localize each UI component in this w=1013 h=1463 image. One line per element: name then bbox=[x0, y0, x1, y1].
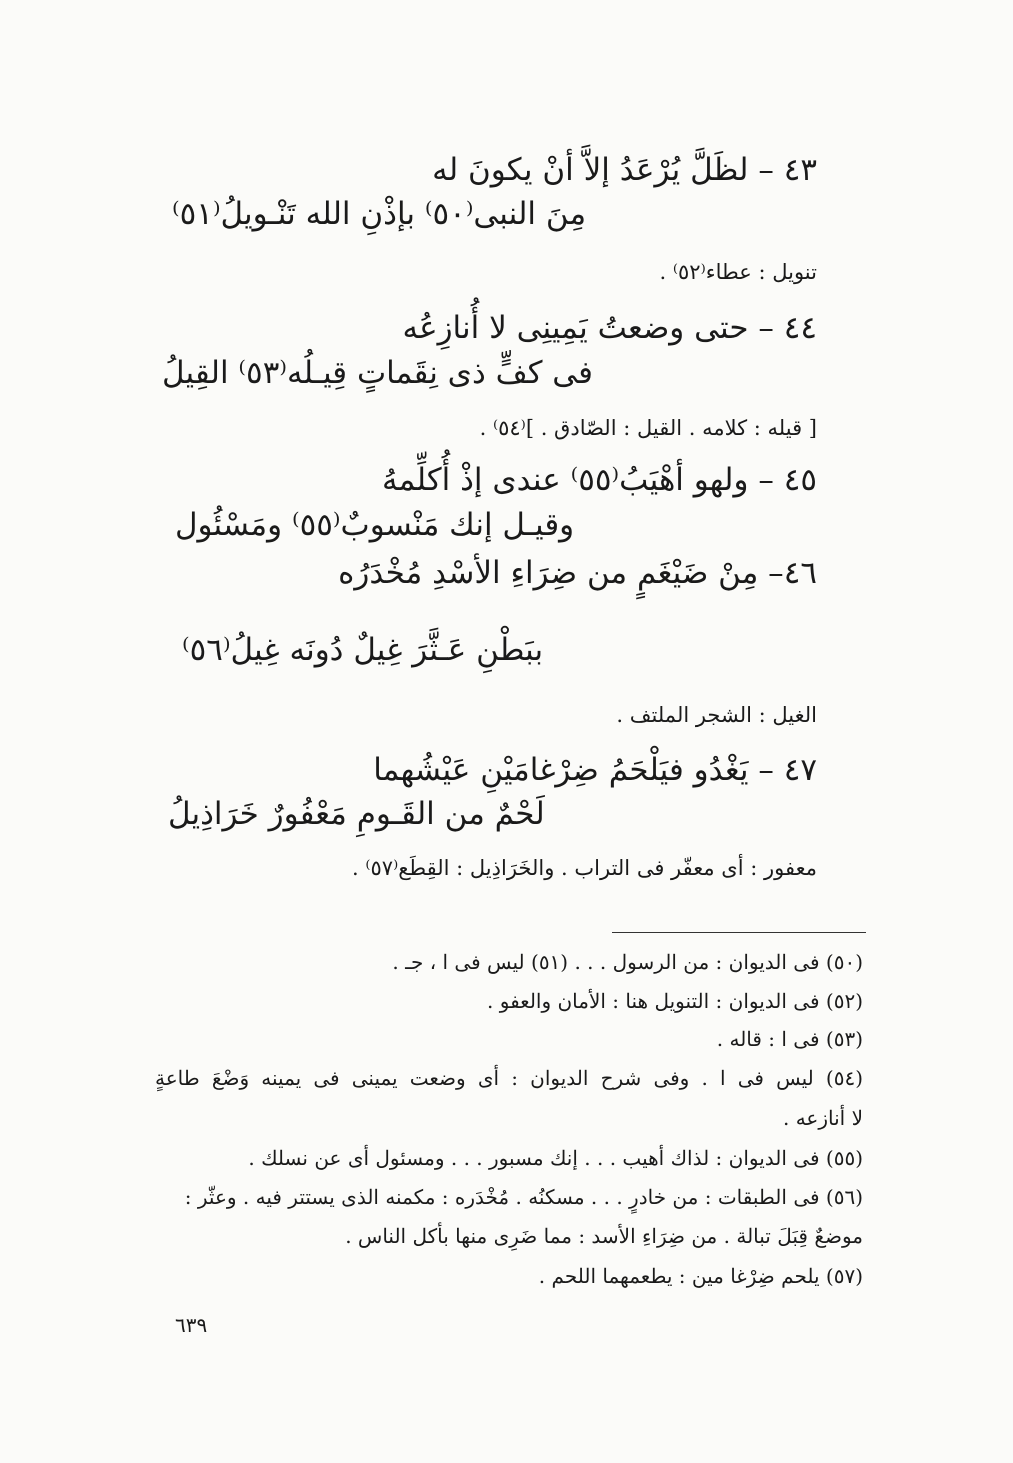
verse-43-second-hemistich: مِنَ النبى⁽٥٠⁾ بإذْنِ الله تَنْـويلُ⁽٥١⁾ bbox=[172, 196, 587, 232]
footnote-54-continued: لا أنازعه . bbox=[782, 1106, 863, 1130]
gloss-tanwil: تنويل : عطاء⁽٥٢⁾ . bbox=[659, 260, 817, 284]
verse-46-second-hemistich: ببَطْنِ عَـثَّرَ غِيلٌ دُونَه غِيلُ⁽٥٦⁾ bbox=[182, 632, 544, 668]
verse-45-second-hemistich: وقيـل إنك مَنْسوبٌ⁽٥٥⁾ ومَسْئُول bbox=[175, 507, 575, 543]
verse-45-first-hemistich: ٤٥ – ولهو أهْيَبُ⁽٥٥⁾ عندى إذْ أُكلِّمهُ bbox=[382, 462, 817, 498]
gloss-ghil: الغيل : الشجر الملتف . bbox=[616, 703, 817, 727]
footnote-52: (٥٢) فى الديوان : التنويل هنا : الأمان والعفو . bbox=[487, 989, 863, 1013]
footnote-57: (٥٧) يلحم ضِرْغا مين : يطعمهما اللحم . bbox=[538, 1264, 863, 1288]
footnote-56: (٥٦) فى الطبقات : من خادرٍ . . . مسكنُه . مُخْدَره : مكمنه الذى يستتر فيه . وعثّر : bbox=[184, 1185, 863, 1209]
verse-44-second-hemistich: فى كفٍّ ذى نِقَماتٍ قِيـلُه⁽٥٣⁾ القِيلُ bbox=[162, 355, 593, 391]
page-number: ٦٣٩ bbox=[175, 1313, 208, 1337]
gloss-mafur: معفور : أى معفّر فى التراب . والخَرَاذِيل : القِطَع⁽٥٧⁾ . bbox=[351, 856, 817, 880]
footnote-53: (٥٣) فى ا : قاله . bbox=[716, 1027, 863, 1051]
footnote-55: (٥٥) فى الديوان : لذاك أهيب . . . إنك مسبور . . . ومسئول أى عن نسلك . bbox=[248, 1146, 863, 1170]
gloss-qiluh: [ قيله : كلامه . القيل : الصّادق . ]⁽٥٤⁾ . bbox=[479, 416, 817, 440]
verse-44-first-hemistich: ٤٤ – حتى وضعتُ يَمِينِى لا أُنازِعُه bbox=[402, 310, 817, 346]
verse-47-first-hemistich: ٤٧ – يَغْدُو فيَلْحَمُ ضِرْغامَيْنِ عَيْشُهما bbox=[373, 752, 817, 788]
footnote-54: (٥٤) ليس فى ا . وفى شرح الديوان : أى وضعت يمينى فى يمينه وَضْعَ طاعةٍ bbox=[155, 1066, 863, 1090]
verse-46-first-hemistich: ٤٦– مِنْ ضَيْغَمٍ من ضِرَاءِ الأسْدِ مُخْدَرُه bbox=[338, 555, 817, 591]
footnote-divider bbox=[612, 932, 866, 933]
verse-43-first-hemistich: ٤٣ – لظَلَّ يُرْعَدُ إلاَّ أنْ يكونَ له bbox=[432, 152, 817, 188]
verse-47-second-hemistich: لَحْمٌ من القَـومِ مَعْفُورٌ خَرَاذِيلُ bbox=[168, 796, 545, 832]
footnote-50-51: (٥٠) فى الديوان : من الرسول . . . (٥١) ليس فى ا ، جـ . bbox=[392, 950, 863, 974]
footnote-56-continued: موضعٌ قِبَلَ تبالة . من ضِرَاءِ الأسد : مما ضَرِى منها بأكل الناس . bbox=[345, 1224, 863, 1248]
